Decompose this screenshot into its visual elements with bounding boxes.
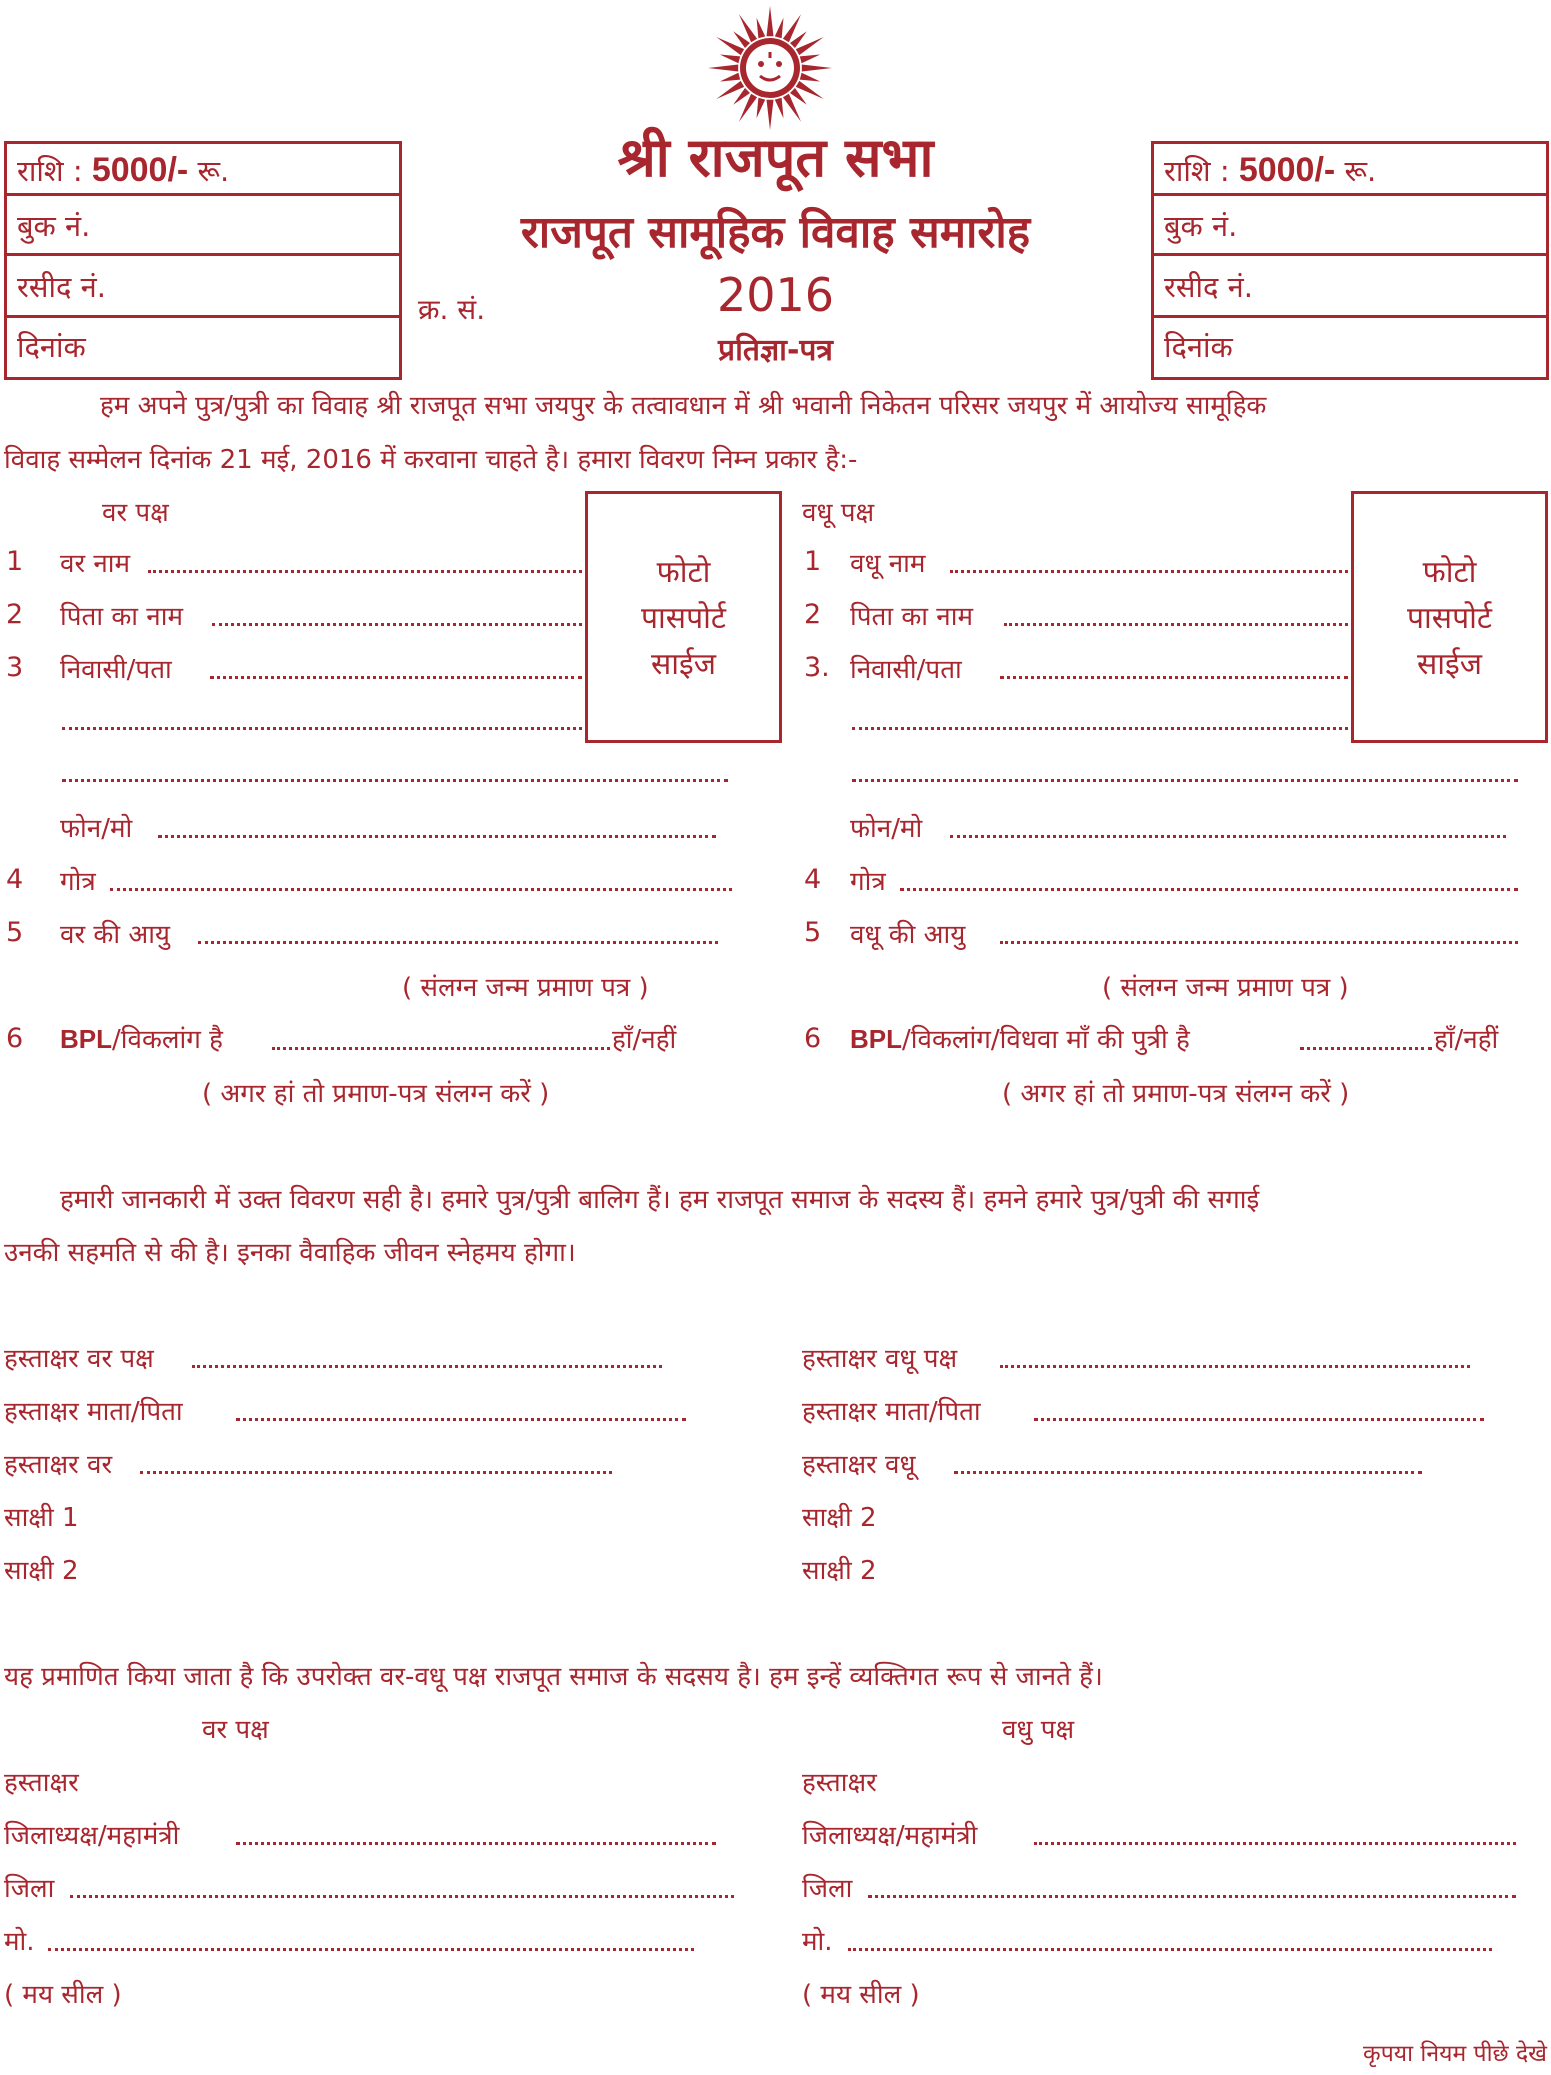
bride-phone-field[interactable] [950, 835, 1506, 838]
photo-box-groom [585, 491, 782, 743]
groom-heading: वर पक्ष [102, 498, 169, 528]
groom-name-field[interactable] [148, 570, 582, 573]
cert-bride-office-field[interactable] [1034, 1842, 1516, 1845]
sign-bride-party-label: हस्ताक्षर वधू पक्ष [802, 1344, 958, 1374]
cert-groom-sign-label[interactable]: हस्ताक्षर [4, 1768, 79, 1798]
groom-age-label: वर की आयु [60, 920, 170, 950]
cert-groom-office-field[interactable] [236, 1842, 716, 1845]
declaration-line-2: उनकी सहमति से की है। इनका वैवाहिक जीवन स्नेहमय होगा। [4, 1238, 576, 1268]
bride-bpl-label: BPL/विकलांग/विधवा माँ की पुत्री है [850, 1024, 1190, 1055]
sun-ray [775, 98, 784, 118]
cert-groom-seal: ( मय सील ) [4, 1980, 122, 2010]
witness-left-2[interactable]: साक्षी 2 [4, 1556, 79, 1586]
footer-note: कृपया नियम पीछे देखे [1363, 2041, 1547, 2067]
receipt-no-field[interactable]: रसीद नं. [1154, 256, 1546, 318]
item-number: 6 [6, 1023, 24, 1054]
sign-bride-field[interactable] [954, 1471, 1422, 1474]
item-number: 5 [6, 917, 24, 948]
sun-logo-icon [706, 4, 834, 132]
item-number: 3 [6, 652, 24, 683]
sign-groom-label: हस्ताक्षर वर [4, 1450, 113, 1480]
receipt-no-field[interactable]: रसीद नं. [7, 256, 399, 318]
cert-groom-office-label: जिलाध्यक्ष/महामंत्री [4, 1821, 180, 1851]
bride-phone-label: फोन/मो [850, 814, 923, 844]
sun-ray [802, 65, 832, 72]
photo-label-2: पासपोर्ट [1406, 601, 1493, 636]
cert-groom-mobile-field[interactable] [48, 1948, 694, 1951]
groom-address-label: निवासी/पता [60, 655, 172, 685]
bride-address-field[interactable] [1000, 676, 1348, 679]
photo-label-3: साईज [650, 647, 717, 682]
amount-row: राशि : 5000/- रू. [7, 144, 399, 196]
groom-address-field-3[interactable] [62, 779, 728, 782]
cert-bride-office-label: जिलाध्यक्ष/महामंत्री [802, 1821, 978, 1851]
sun-ray [775, 18, 784, 38]
sun-ray [757, 18, 766, 38]
bride-address-label: निवासी/पता [850, 655, 962, 685]
sun-ray [800, 55, 820, 64]
cert-bride-mobile-label: मो. [802, 1927, 833, 1957]
sun-ray [720, 55, 740, 64]
photo-label-1: फोटो [656, 555, 711, 590]
intro-line-1: हम अपने पुत्र/पुत्री का विवाह श्री राजपूत सभा जयपुर के तत्वावधान में श्री भवानी निकेतन परिसर जयपुर में आयोज्य सामूहिक [100, 391, 1267, 421]
certification-text: यह प्रमाणित किया जाता है कि उपरोक्त वर-वधू पक्ष राजपूत समाज के सदसय है। हम इन्हें व्यक्तिगत रूप से जानते हैं। [4, 1662, 1103, 1692]
item-number: 6 [804, 1023, 822, 1054]
photo-label-2: पासपोर्ट [640, 601, 727, 636]
witness-right-1[interactable]: साक्षी 2 [802, 1503, 877, 1533]
groom-address-field-2[interactable] [62, 727, 582, 730]
item-number: 5 [804, 917, 822, 948]
book-no-field[interactable]: बुक नं. [7, 196, 399, 256]
event-title: राजपूत सामूहिक विवाह समारोह [520, 207, 1031, 258]
groom-address-field[interactable] [210, 676, 582, 679]
book-no-field[interactable]: बुक नं. [1154, 196, 1546, 256]
bride-gotra-label: गोत्र [850, 867, 886, 897]
bride-father-field[interactable] [1004, 623, 1348, 626]
item-number: 4 [6, 864, 24, 895]
cert-groom-district-label: जिला [4, 1874, 55, 1904]
cert-bride-district-field[interactable] [868, 1895, 1516, 1898]
groom-phone-field[interactable] [158, 835, 716, 838]
item-number: 3. [804, 652, 830, 683]
groom-bpl-note: ( अगर हां तो प्रमाण-पत्र संलग्न करें ) [202, 1079, 550, 1109]
date-field[interactable]: दिनांक [17, 330, 86, 364]
photo-label-3: साईज [1416, 647, 1483, 682]
bride-heading: वधू पक्ष [802, 498, 875, 528]
sun-ray [720, 73, 740, 82]
groom-name-label: वर नाम [60, 549, 131, 579]
bride-age-label: वधू की आयु [850, 920, 966, 950]
sun-ray [757, 98, 766, 118]
groom-age-field[interactable] [198, 941, 718, 944]
item-number: 4 [804, 864, 822, 895]
groom-father-label: पिता का नाम [60, 602, 183, 632]
year: 2016 [716, 268, 835, 322]
amount-value: 5000/- [1238, 151, 1336, 189]
cert-bride-seal: ( मय सील ) [802, 1980, 920, 2010]
groom-father-field[interactable] [212, 623, 582, 626]
witness-right-2[interactable]: साक्षी 2 [802, 1556, 877, 1586]
sun-ray [767, 6, 774, 36]
sign-groom-parent-label: हस्ताक्षर माता/पिता [4, 1397, 183, 1427]
intro-line-2: विवाह सम्मेलन दिनांक 21 मई, 2016 में करवाना चाहते है। हमारा विवरण निम्न प्रकार है:- [4, 445, 858, 475]
bride-yes-no[interactable]: हाँ/नहीं [1434, 1025, 1499, 1055]
item-number: 1 [6, 546, 24, 577]
amount-row: राशि : 5000/- रू. [1154, 144, 1546, 196]
bride-age-note: ( संलग्न जन्म प्रमाण पत्र ) [1102, 973, 1349, 1003]
sign-bride-parent-field[interactable] [1034, 1418, 1484, 1421]
item-number: 2 [804, 599, 822, 630]
sign-groom-field[interactable] [140, 1471, 612, 1474]
sign-bride-party-field[interactable] [1000, 1365, 1470, 1368]
declaration-line-1: हमारी जानकारी में उक्त विवरण सही है। हमारे पुत्र/पुत्री बालिग हैं। हम राजपूत समाज के सदस्य हैं। हमने हमारे पुत्र/पुत्री की सगाई [60, 1185, 1260, 1215]
groom-yes-no[interactable]: हाँ/नहीं [612, 1025, 677, 1055]
form-title: प्रतिज्ञा-पत्र [718, 333, 833, 368]
witness-left-1[interactable]: साक्षी 1 [4, 1503, 79, 1533]
sign-bride-label: हस्ताक्षर वधू [802, 1450, 916, 1480]
item-number: 2 [6, 599, 24, 630]
bride-address-field-3[interactable] [852, 779, 1518, 782]
cert-bride-district-label: जिला [802, 1874, 853, 1904]
org-title: श्री राजपूत सभा [617, 125, 934, 189]
groom-bpl-label: BPL/विकलांग है [60, 1024, 223, 1055]
bride-gotra-field[interactable] [900, 888, 1518, 891]
bride-address-field-2[interactable] [852, 727, 1348, 730]
bride-father-label: पिता का नाम [850, 602, 973, 632]
serial-number-label[interactable]: क्र. सं. [418, 293, 486, 326]
photo-label-1: फोटो [1422, 555, 1477, 590]
cert-bride-mobile-field[interactable] [848, 1948, 1492, 1951]
bride-name-label: वधू नाम [850, 549, 926, 579]
cert-bride-sign-label[interactable]: हस्ताक्षर [802, 1768, 877, 1798]
bride-bpl-note: ( अगर हां तो प्रमाण-पत्र संलग्न करें ) [1002, 1079, 1350, 1109]
date-field[interactable]: दिनांक [1164, 330, 1233, 364]
item-number: 1 [804, 546, 822, 577]
cert-bride-heading: वधु पक्ष [1002, 1715, 1075, 1745]
bride-name-field[interactable] [950, 570, 1348, 573]
sun-ray [800, 73, 820, 82]
sign-bride-parent-label: हस्ताक्षर माता/पिता [802, 1397, 981, 1427]
sign-groom-party-label: हस्ताक्षर वर पक्ष [4, 1344, 154, 1374]
amount-value: 5000/- [91, 151, 189, 189]
cert-groom-district-field[interactable] [70, 1895, 734, 1898]
bride-age-field[interactable] [1000, 941, 1518, 944]
photo-box-bride [1351, 491, 1548, 743]
sign-groom-parent-field[interactable] [236, 1418, 686, 1421]
groom-age-note: ( संलग्न जन्म प्रमाण पत्र ) [402, 973, 649, 1003]
groom-gotra-label: गोत्र [60, 867, 96, 897]
bride-bpl-field[interactable] [1300, 1047, 1432, 1050]
groom-bpl-field[interactable] [272, 1047, 610, 1050]
groom-phone-label: फोन/मो [60, 814, 133, 844]
groom-gotra-field[interactable] [110, 888, 732, 891]
sign-groom-party-field[interactable] [192, 1365, 662, 1368]
sun-ray [708, 65, 738, 72]
cert-groom-mobile-label: मो. [4, 1927, 35, 1957]
cert-groom-heading: वर पक्ष [202, 1715, 269, 1745]
